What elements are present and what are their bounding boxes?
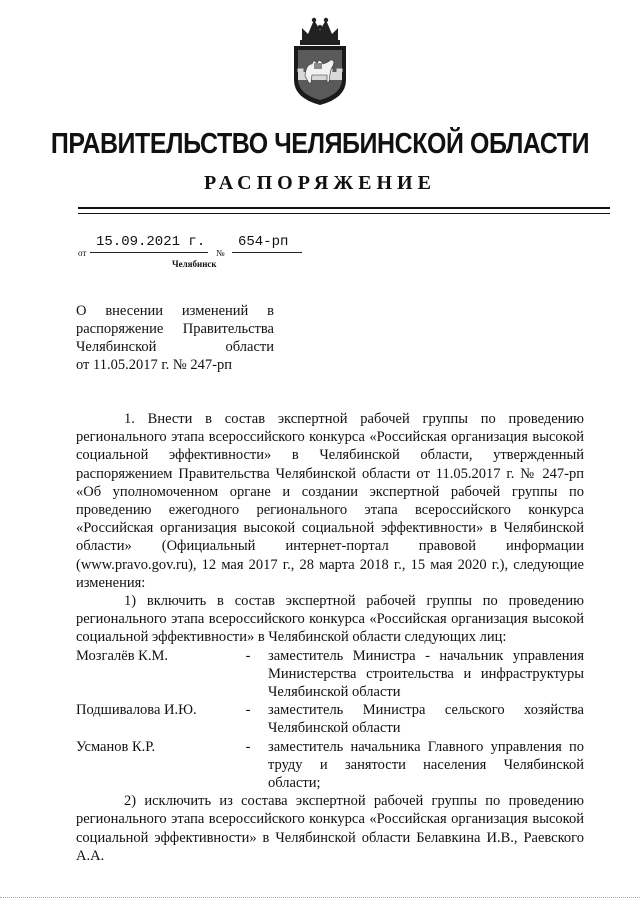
person-position: заместитель Министра - начальник управления Министерства строительства и инфраструктуры Челябинской области bbox=[268, 647, 584, 701]
person-name: Подшивалова И.Ю. bbox=[76, 702, 197, 719]
number-underline bbox=[232, 252, 302, 253]
city-name: Челябинск bbox=[172, 259, 217, 269]
person-dash: - bbox=[245, 647, 251, 664]
paragraph-include: 1) включить в состав экспертной рабочей группы по проведению регионального этапа всероссийского конкурса «Российская организация высокой социальной эффективности» в Челябинской области следующих лиц: bbox=[76, 593, 584, 646]
person-dash: - bbox=[245, 702, 251, 719]
document-subject bbox=[76, 302, 274, 374]
subject-line: распоряжение Правительства bbox=[76, 321, 274, 337]
date-underline bbox=[90, 252, 208, 253]
person-position: заместитель Министра сельского хозяйства Челябинской области bbox=[268, 702, 584, 737]
header-rule-thin bbox=[78, 213, 610, 214]
paragraph-1: 1. Внести в состав экспертной рабочей группы по проведению регионального этапа всероссийского конкурса «Российская организация высокой социальной эффективности» в Челябинской области, утвержденный распоряжением Правительства Челябинской области от 11.05.2017 г. № 247-рп «Об уполномоченном органе и создании экспертной рабочей группы по проведению ежегодного регионального этапа всероссийского конкурса «Российская организация высокой социальной эффективности» в Челябинской области» (Официальный интернет-портал правовой информации (www.pravo.gov.ru), 12 мая 2017 г., 28 марта 2018 г., 15 мая 2020 г.), следующие изменения: bbox=[76, 411, 584, 591]
paragraph-exclude: 2) исключить из состава экспертной рабочей группы по проведению регионального этапа всероссийского конкурса «Российская организация высокой социальной эффективности» в Челябинской области Белавкина И.В., Раевского А.А. bbox=[76, 793, 584, 864]
person-dash: - bbox=[245, 738, 251, 755]
person-name: Мозгалёв К.М. bbox=[76, 647, 168, 664]
person-position: заместитель начальника Главного управления по труду и занятости населения Челябинской области; bbox=[268, 738, 584, 792]
subject-line: от 11.05.2017 г. № 247-рп bbox=[76, 357, 232, 373]
number-label: № bbox=[216, 248, 225, 258]
person-row bbox=[76, 647, 584, 702]
person-row bbox=[76, 701, 584, 737]
date-label: от bbox=[78, 248, 87, 258]
header-rule-thick bbox=[78, 207, 610, 209]
document-body bbox=[76, 410, 584, 865]
chelyabinsk-coat-of-arms-icon bbox=[288, 14, 352, 106]
government-title: ПРАВИТЕЛЬСТВО ЧЕЛЯБИНСКОЙ ОБЛАСТИ bbox=[50, 128, 590, 160]
subject-line: О внесении изменений в bbox=[76, 303, 274, 319]
document-date: 15.09.2021 г. bbox=[96, 234, 206, 250]
persons-list bbox=[76, 647, 584, 793]
page-bottom-edge bbox=[0, 897, 640, 898]
subject-line: Челябинской области bbox=[76, 339, 274, 355]
document-number: 654-рп bbox=[238, 234, 289, 250]
person-name: Усманов К.Р. bbox=[76, 738, 156, 755]
document-type: РАСПОРЯЖЕНИЕ bbox=[204, 172, 436, 194]
person-row bbox=[76, 738, 584, 793]
